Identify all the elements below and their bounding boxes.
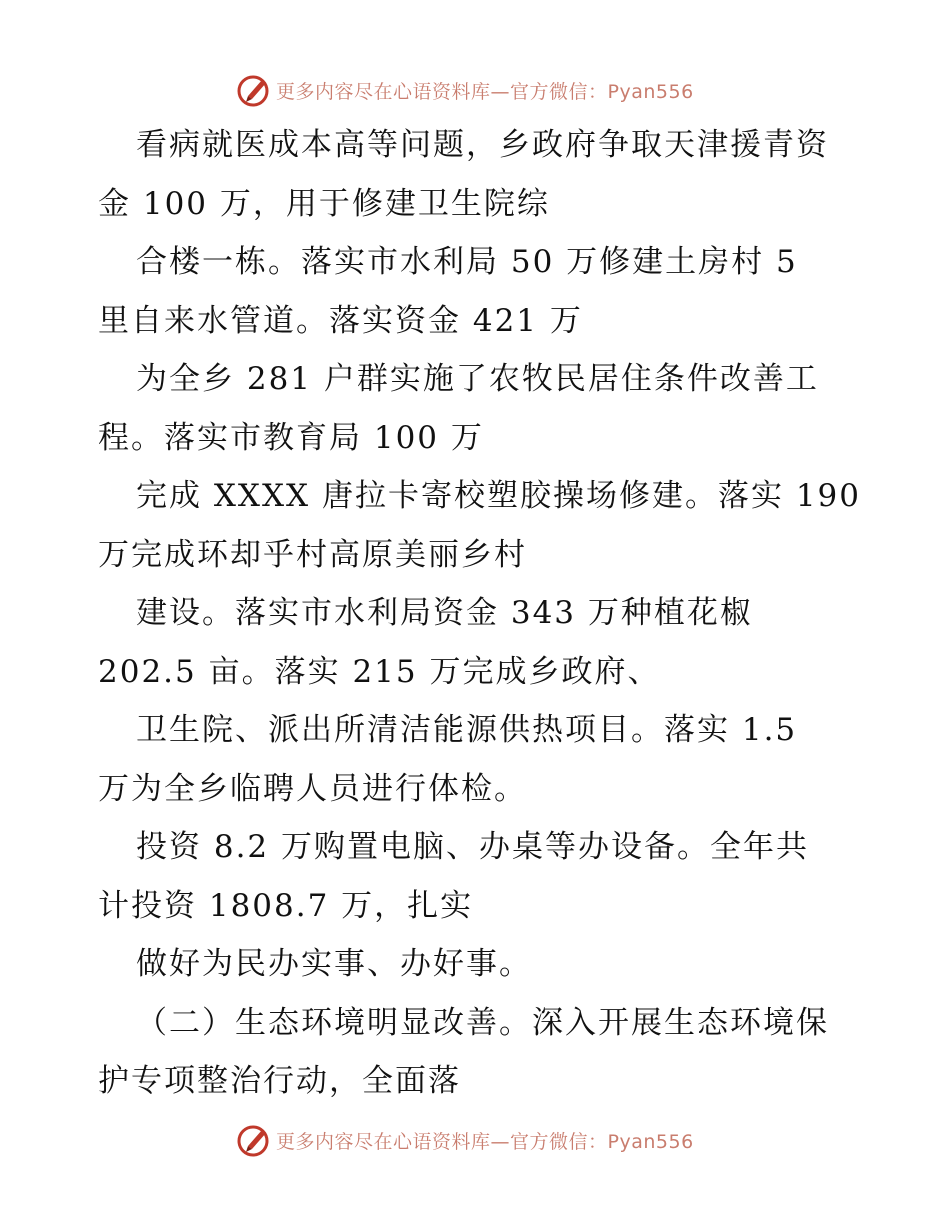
text-line: 万完成环却乎村高原美丽乡村	[98, 536, 527, 573]
text-line: 合楼一栋。落实市水利局 50 万修建土房村 5	[136, 244, 798, 280]
text-line: 计投资 1808.7 万，扎实	[98, 887, 474, 924]
watermark-text: 更多内容尽在心语资料库—官方微信：Pyan556	[276, 1130, 694, 1153]
text-line: 程。落实市教育局 100 万	[98, 419, 484, 456]
text-line: 金 100 万，用于修建卫生院综	[98, 185, 550, 222]
header-watermark	[236, 72, 694, 108]
footer-watermark	[236, 1122, 694, 1158]
text-line: 看病就医成本高等问题，乡政府争取天津援青资	[136, 127, 829, 163]
text-line: 做好为民办实事、办好事。	[136, 946, 532, 982]
text-line: 为全乡 281 户群实施了农牧民居住条件改善工	[136, 361, 819, 397]
text-line: （二）生态环境明显改善。深入开展生态环境保	[136, 1004, 829, 1041]
text-line: 建设。落实市水利局资金 343 万种植花椒	[136, 595, 753, 631]
text-line: 万为全乡临聘人员进行体检。	[98, 770, 527, 807]
pen-logo-icon	[236, 1122, 272, 1158]
document-body	[98, 116, 862, 1111]
text-line: 202.5 亩。落实 215 万完成乡政府、	[98, 653, 661, 690]
text-line: 卫生院、派出所清洁能源供热项目。落实 1.5	[136, 712, 798, 748]
text-line: 完成 XXXX 唐拉卡寄校塑胶操场修建。落实 190	[136, 478, 862, 514]
text-line: 里自来水管道。落实资金 421 万	[98, 302, 583, 339]
pen-logo-icon	[236, 72, 272, 108]
watermark-text: 更多内容尽在心语资料库—官方微信：Pyan556	[276, 80, 694, 103]
text-line: 投资 8.2 万购置电脑、办桌等办设备。全年共	[136, 829, 810, 865]
text-line: 护专项整治行动，全面落	[98, 1063, 461, 1099]
